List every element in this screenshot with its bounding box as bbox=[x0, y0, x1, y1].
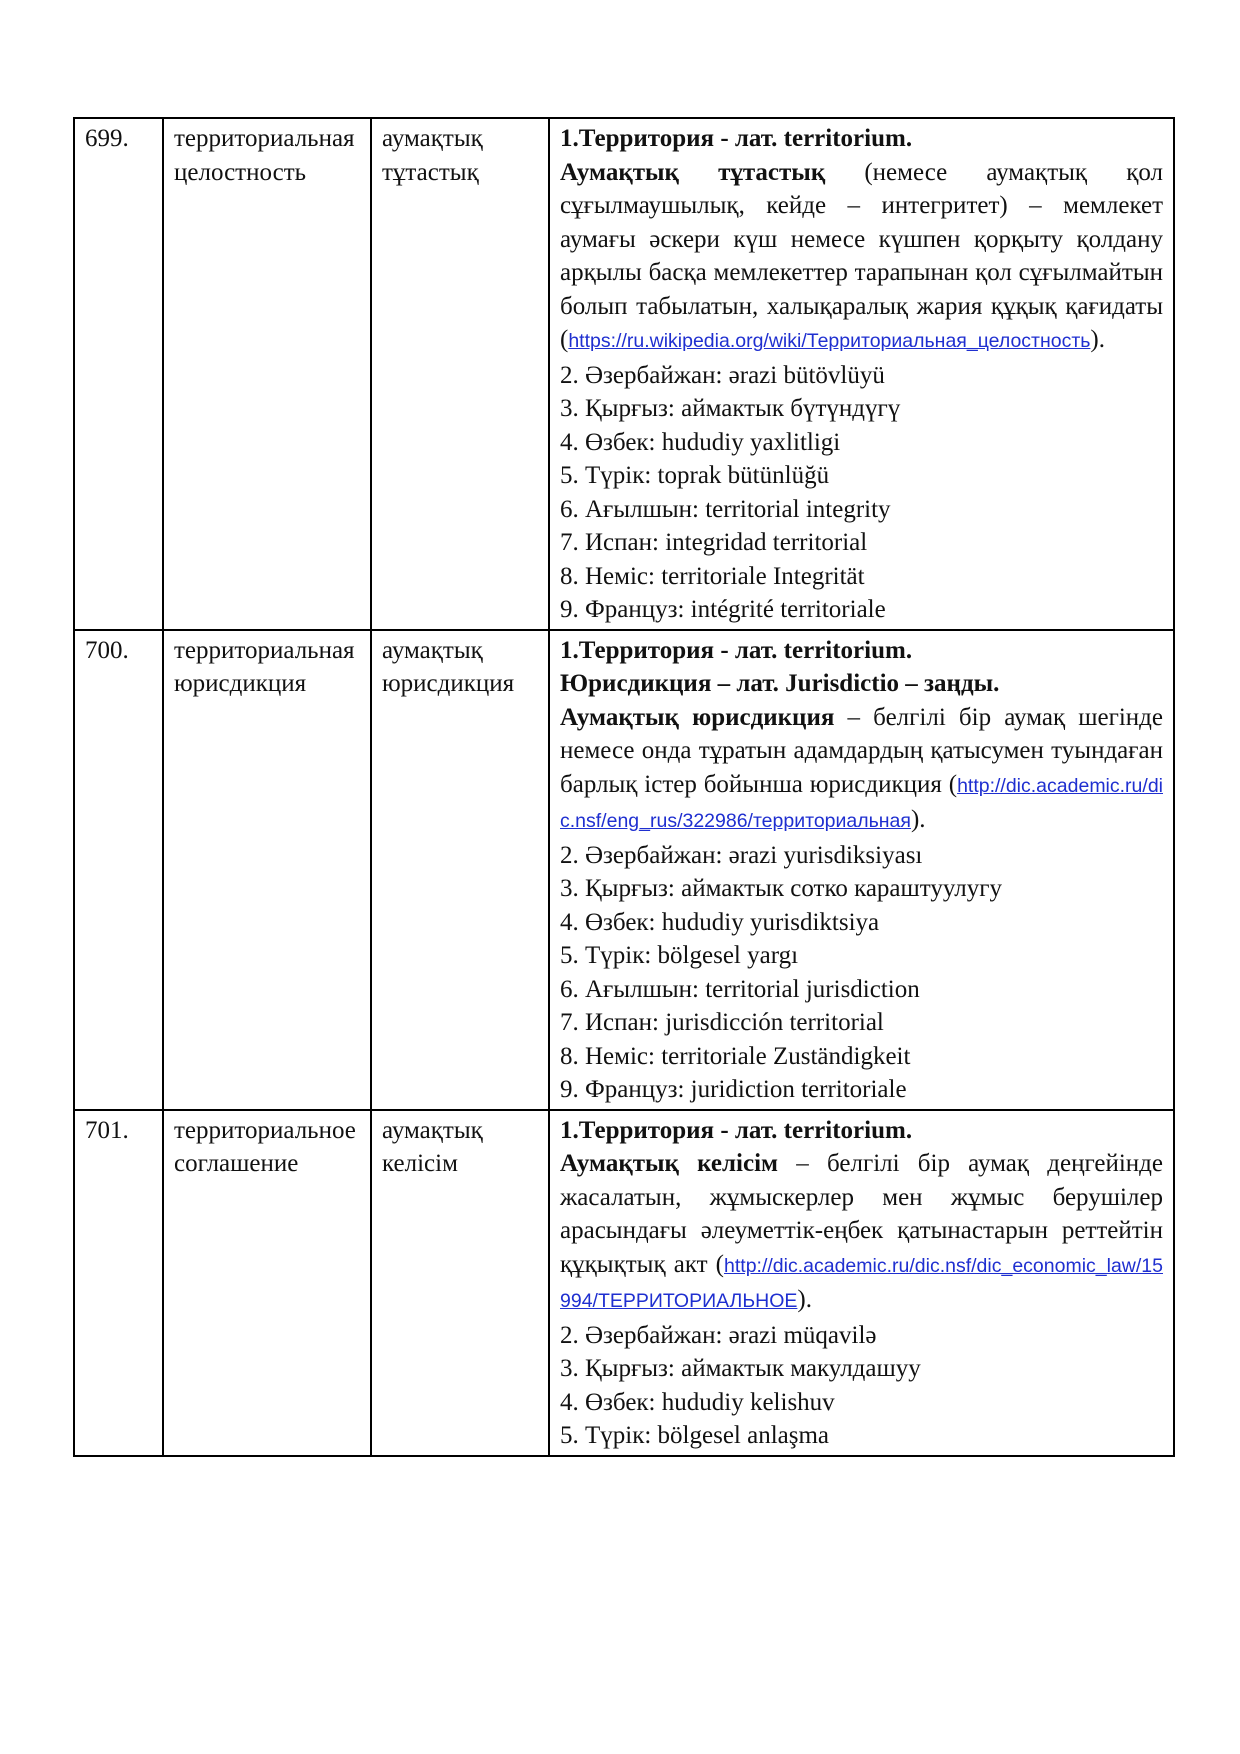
definition-text: Аумақтық келісім – белгілі бір аумақ деңгейінде жасалатын, жұмыскерлер мен жұмыс берушілер арасындағы әлеуметтік-еңбек қатынастарын реттейтін құқықтық акт (http://dic.academic.ru/dic.nsf/dic_economic_law/15994/ТЕРРИТОРИАЛЬНОЕ). bbox=[560, 1150, 1163, 1313]
link-close: ). bbox=[797, 1286, 812, 1313]
translation-line: 9. Француз: intégrité territoriale bbox=[560, 596, 886, 623]
table-row bbox=[74, 1110, 1174, 1456]
translation-line: 5. Түрік: bölgesel yargı bbox=[560, 942, 799, 969]
translation-line: 7. Испан: jurisdicción territorial bbox=[560, 1009, 884, 1036]
translation-line: 4. Өзбек: hududiy kelishuv bbox=[560, 1388, 835, 1416]
defined-term: Аумақтық келісім bbox=[560, 1150, 779, 1177]
russian-term: территориальная целостность bbox=[163, 118, 371, 630]
translation-line: 3. Қырғыз: аймактык бүтүндүгү bbox=[560, 395, 901, 422]
kazakh-term: аумақтық тұтастық bbox=[371, 118, 549, 630]
entry-number: 700. bbox=[74, 630, 163, 1110]
kazakh-term: аумақтық юрисдикция bbox=[371, 630, 549, 1110]
russian-term: территориальное соглашение bbox=[163, 1110, 371, 1456]
defined-term: Аумақтық юрисдикция bbox=[560, 703, 835, 731]
link-close: ). bbox=[910, 806, 926, 833]
translation-line: 3. Қырғыз: аймактык макулдашуу bbox=[560, 1355, 921, 1382]
etymology-line: 1.Территория - лат. territorium. bbox=[560, 125, 913, 152]
source-link[interactable]: http://dic.academic.ru/dic.nsf/dic_economic_law/15994/ТЕРРИТОРИАЛЬНОЕ bbox=[560, 1254, 1163, 1312]
definition-body: – белгілі бір аумақ деңгейінде жасалатын, жұмыскерлер мен жұмыс берушілер арасындағы әлеуметтік-еңбек қатынастарын реттейтін құқықтық акт bbox=[560, 1150, 1163, 1278]
definition-cell bbox=[549, 1110, 1174, 1456]
definition-cell bbox=[549, 630, 1174, 1110]
definition-cell bbox=[549, 118, 1174, 630]
source-link[interactable]: https://ru.wikipedia.org/wiki/Территориальная_целостность bbox=[568, 330, 1091, 352]
translation-line: 7. Испан: integridad territorial bbox=[560, 529, 868, 556]
entry-number: 701. bbox=[74, 1110, 163, 1456]
russian-term: территориальная юрисдикция bbox=[163, 630, 371, 1110]
etymology-line: Юрисдикция – лат. Jurisdictio – заңды. bbox=[560, 670, 1000, 697]
definition-text: Аумақтық тұтастық (немесе аумақтық қол сұғылмаушылық, кейде – интегритет) – мемлекет аумағы әскери күш немесе күшпен қорқыту қолдану арқылы басқа мемлекеттер тарапынан қол сұғылмайтын болып табылатын, халықаралық жария құқық қағидаты (https://ru.wikipedia.org/wiki/Территориальная_целостность). bbox=[560, 158, 1163, 353]
definition-text: Аумақтық юрисдикция – белгілі бір аумақ шегінде немесе онда тұратын адамдардың қатысумен туындаған барлық істер бойынша юрисдикция (http://dic.academic.ru/dic.nsf/eng_rus/322986/территориальная). bbox=[560, 703, 1163, 833]
table-row bbox=[74, 630, 1174, 1110]
translation-line: 4. Өзбек: hududiy yurisdiktsiya bbox=[560, 908, 880, 936]
kazakh-term: аумақтық келісім bbox=[371, 1110, 549, 1456]
translation-line: 2. Әзербайжан: ərazi bütövlüyü bbox=[560, 361, 885, 389]
table-row bbox=[74, 118, 1174, 630]
document-page bbox=[73, 117, 1173, 1457]
translation-line: 3. Қырғыз: аймактык сотко караштуулугу bbox=[560, 875, 1003, 902]
translation-line: 6. Ағылшын: territorial integrity bbox=[560, 495, 891, 523]
entry-number: 699. bbox=[74, 118, 163, 630]
translation-line: 8. Неміс: territoriale Integrität bbox=[560, 562, 865, 590]
etymology-line: 1.Территория - лат. territorium. bbox=[560, 1116, 913, 1144]
translation-line: 5. Түрік: toprak bütünlüğü bbox=[560, 462, 830, 489]
glossary-table bbox=[73, 117, 1175, 1457]
translation-line: 2. Әзербайжан: ərazi yurisdiksiyası bbox=[560, 841, 923, 869]
etymology-line: 1.Территория - лат. territorium. bbox=[560, 636, 913, 664]
translation-line: 8. Неміс: territoriale Zuständigkeit bbox=[560, 1042, 911, 1070]
translation-line: 6. Ағылшын: territorial jurisdiction bbox=[560, 975, 920, 1003]
definition-body: – белгілі бір аумақ шегінде немесе онда тұратын адамдардың қатысумен туындаған барлық істер бойынша юрисдикция bbox=[560, 703, 1163, 798]
translation-line: 5. Түрік: bölgesel anlaşma bbox=[560, 1422, 830, 1449]
link-close: ). bbox=[1090, 326, 1105, 353]
defined-term: Аумақтық тұтастық bbox=[560, 158, 826, 186]
source-link[interactable]: http://dic.academic.ru/dic.nsf/eng_rus/322986/территориальная bbox=[560, 774, 1163, 832]
translation-line: 2. Әзербайжан: ərazi müqavilə bbox=[560, 1321, 877, 1349]
definition-body: (немесе аумақтық қол сұғылмаушылық, кейде – интегритет) – мемлекет аумағы әскери күш немесе күшпен қорқыту қолдану арқылы басқа мемлекеттер тарапынан қол сұғылмайтын болып табылатын, халықаралық жария құқық қағидаты bbox=[560, 158, 1163, 320]
translation-line: 9. Француз: juridiction territoriale bbox=[560, 1076, 907, 1103]
translation-line: 4. Өзбек: hududiy yaxlitligi bbox=[560, 428, 841, 456]
